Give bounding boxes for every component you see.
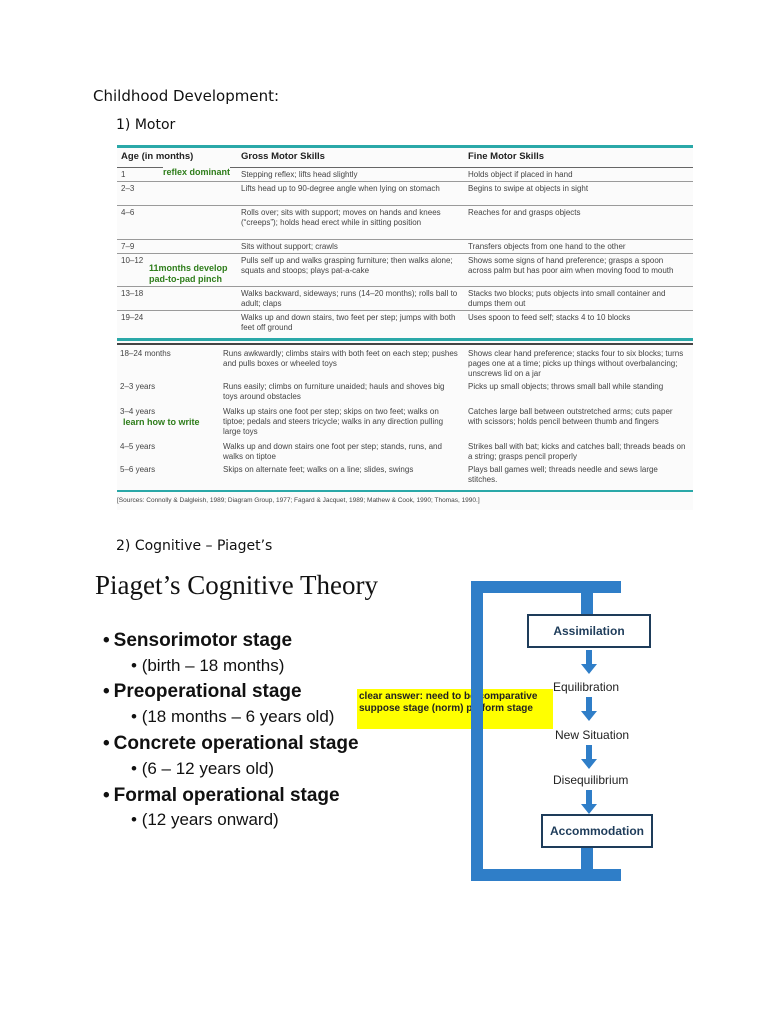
row-age: 2–3 years xyxy=(120,382,156,391)
row-age: 3–4 years xyxy=(120,407,156,416)
highlight-note: clear answer: need to be comparative suppose stage (norm) perform stage xyxy=(357,689,553,729)
header-age: Age (in months) xyxy=(121,151,194,162)
table-header xyxy=(117,148,693,168)
bullet-icon: • xyxy=(103,630,110,651)
row-gross: Rolls over; sits with support; moves on hands and knees (“creeps”); holds head erect while in sitting position xyxy=(241,208,441,227)
row-gross: Walks backward, sideways; runs (14–20 months); rolls ball to adult; claps xyxy=(241,289,458,308)
row-age: 18–24 months xyxy=(120,349,171,358)
stage-range-text: (6 – 12 years old) xyxy=(141,759,274,778)
section-heading-cognitive: 2) Cognitive – Piaget’s xyxy=(116,538,273,554)
assimilation-box: Assimilation xyxy=(527,614,651,648)
stage-name: Preoperational stage xyxy=(113,681,302,702)
stage-range-text: (18 months – 6 years old) xyxy=(141,707,335,726)
stage-range: • (12 years onward) xyxy=(131,810,279,829)
table-mid-rule xyxy=(117,338,693,341)
row-fine: Transfers objects from one hand to the other xyxy=(468,242,626,251)
row-gross: Skips on alternate feet; walks on a line; slides, swings xyxy=(223,465,414,474)
row-age: 5–6 years xyxy=(120,465,156,474)
row-gross: Pulls self up and walks grasping furniture; then walks alone; squats and stoops; plays pat-a-cake xyxy=(241,256,453,275)
header-gross: Gross Motor Skills xyxy=(241,151,325,162)
loop-bottom-connector xyxy=(471,869,593,881)
bullet-icon: • xyxy=(103,681,110,702)
stage-range-text: (birth – 18 months) xyxy=(141,656,285,675)
stage-item xyxy=(103,785,340,807)
row-gross: Stepping reflex; lifts head slightly xyxy=(241,170,358,179)
piaget-slide xyxy=(95,560,675,910)
annotation-reflex: reflex dominant xyxy=(163,167,231,177)
row-fine: Reaches for and grasps objects xyxy=(468,208,581,217)
annotation-pinch: 11months develop pad-to-pad pinch xyxy=(149,263,241,285)
header-fine: Fine Motor Skills xyxy=(468,151,545,162)
loop-top-connector xyxy=(471,581,593,593)
equilibration-label: Equilibration xyxy=(553,680,620,694)
new-situation-label: New Situation xyxy=(555,728,630,742)
stage-range: • (6 – 12 years old) xyxy=(131,759,274,778)
stage-name: Formal operational stage xyxy=(113,785,340,806)
arrow-down-icon xyxy=(581,650,597,674)
stage-item xyxy=(103,733,359,755)
stage-item xyxy=(103,630,292,652)
section-heading-motor: 1) Motor xyxy=(116,117,176,133)
stage-range-text: (12 years onward) xyxy=(141,810,279,829)
slide-title: Piaget’s Cognitive Theory xyxy=(95,570,378,600)
stage-name: Concrete operational stage xyxy=(113,733,359,754)
arrow-down-icon xyxy=(581,697,597,721)
row-age: 7–9 xyxy=(121,242,135,251)
row-gross: Walks up and down stairs one foot per step; stands, runs, and walks on tiptoe xyxy=(223,442,442,461)
row-age: 19–24 xyxy=(121,313,144,322)
row-fine: Stacks two blocks; puts objects into small container and dumps them out xyxy=(468,289,666,308)
row-gross: Sits without support; crawls xyxy=(241,242,338,251)
table-row xyxy=(117,206,693,240)
loop-bottom-rise xyxy=(581,848,593,881)
stage-item xyxy=(103,681,302,703)
row-fine: Uses spoon to feed self; stacks 4 to 10 blocks xyxy=(468,313,631,322)
row-fine: Holds object if placed in hand xyxy=(468,170,573,179)
motor-skills-table xyxy=(117,145,693,510)
accommodation-box: Accommodation xyxy=(541,814,653,848)
row-gross: Walks up stairs one foot per step; skips on two feet; walks on tiptoe; pedals and steers tricycle; walks in any direction pulling large toys xyxy=(223,407,444,436)
row-age: 10–12 xyxy=(121,256,144,265)
table-row xyxy=(117,182,693,206)
row-fine: Plays ball games well; threads needle and sews large stitches. xyxy=(468,465,658,484)
row-age: 4–5 years xyxy=(120,442,156,451)
row-gross: Runs easily; climbs on furniture unaided; hauls and shoves big toys around obstacles xyxy=(223,382,445,401)
loop-top-drop xyxy=(581,581,593,614)
table-row xyxy=(117,311,693,335)
row-gross: Lifts head up to 90-degree angle when lying on stomach xyxy=(241,184,440,193)
stage-name: Sensorimotor stage xyxy=(113,630,293,651)
row-gross: Walks up and down stairs, two feet per step; jumps with both feet off ground xyxy=(241,313,456,332)
row-fine: Picks up small objects; throws small ball while standing xyxy=(468,382,664,391)
row-age: 4–6 xyxy=(121,208,135,217)
table-bottom-rule xyxy=(117,490,693,492)
stage-range: • (18 months – 6 years old) xyxy=(131,707,335,726)
table-sources: [Sources: Connolly & Dalgleish, 1989; Diagram Group, 1977; Fagard & Jacquet, 1989; Mathew & Cook, 1990; Thomas, 1990.] xyxy=(117,497,480,504)
bullet-icon: • xyxy=(103,733,110,754)
stage-range: • (birth – 18 months) xyxy=(131,656,285,675)
table-row xyxy=(117,240,693,254)
row-fine: Strikes ball with bat; kicks and catches ball; threads beads on a string; grasps pencil properly xyxy=(468,442,686,461)
row-fine: Begins to swipe at objects in sight xyxy=(468,184,589,193)
row-age: 2–3 xyxy=(121,184,135,193)
table-mid-rule-dark xyxy=(117,343,693,345)
arrow-down-icon xyxy=(581,790,597,814)
row-age: 1 xyxy=(121,170,126,179)
disequilibrium-label: Disequilibrium xyxy=(553,773,629,787)
arrow-down-icon xyxy=(581,745,597,769)
table-row xyxy=(117,287,693,311)
document-heading: Childhood Development: xyxy=(93,87,280,105)
annotation-write: learn how to write xyxy=(123,417,200,427)
bullet-icon: • xyxy=(103,785,110,806)
row-gross: Runs awkwardly; climbs stairs with both feet on each step; pushes and pulls boxes or wheeled toys xyxy=(223,349,458,368)
row-fine: Catches large ball between outstretched arms; cuts paper with scissors; holds pencil between thumb and fingers xyxy=(468,407,673,426)
row-age: 13–18 xyxy=(121,289,144,298)
row-fine: Shows clear hand preference; stacks four to six blocks; turns pages one at a time; picks up things without overbalancing; unscrews lid on a jar xyxy=(468,349,684,378)
row-fine: Shows some signs of hand preference; grasps a spoon across palm but has poor aim when moving food to mouth xyxy=(468,256,674,275)
